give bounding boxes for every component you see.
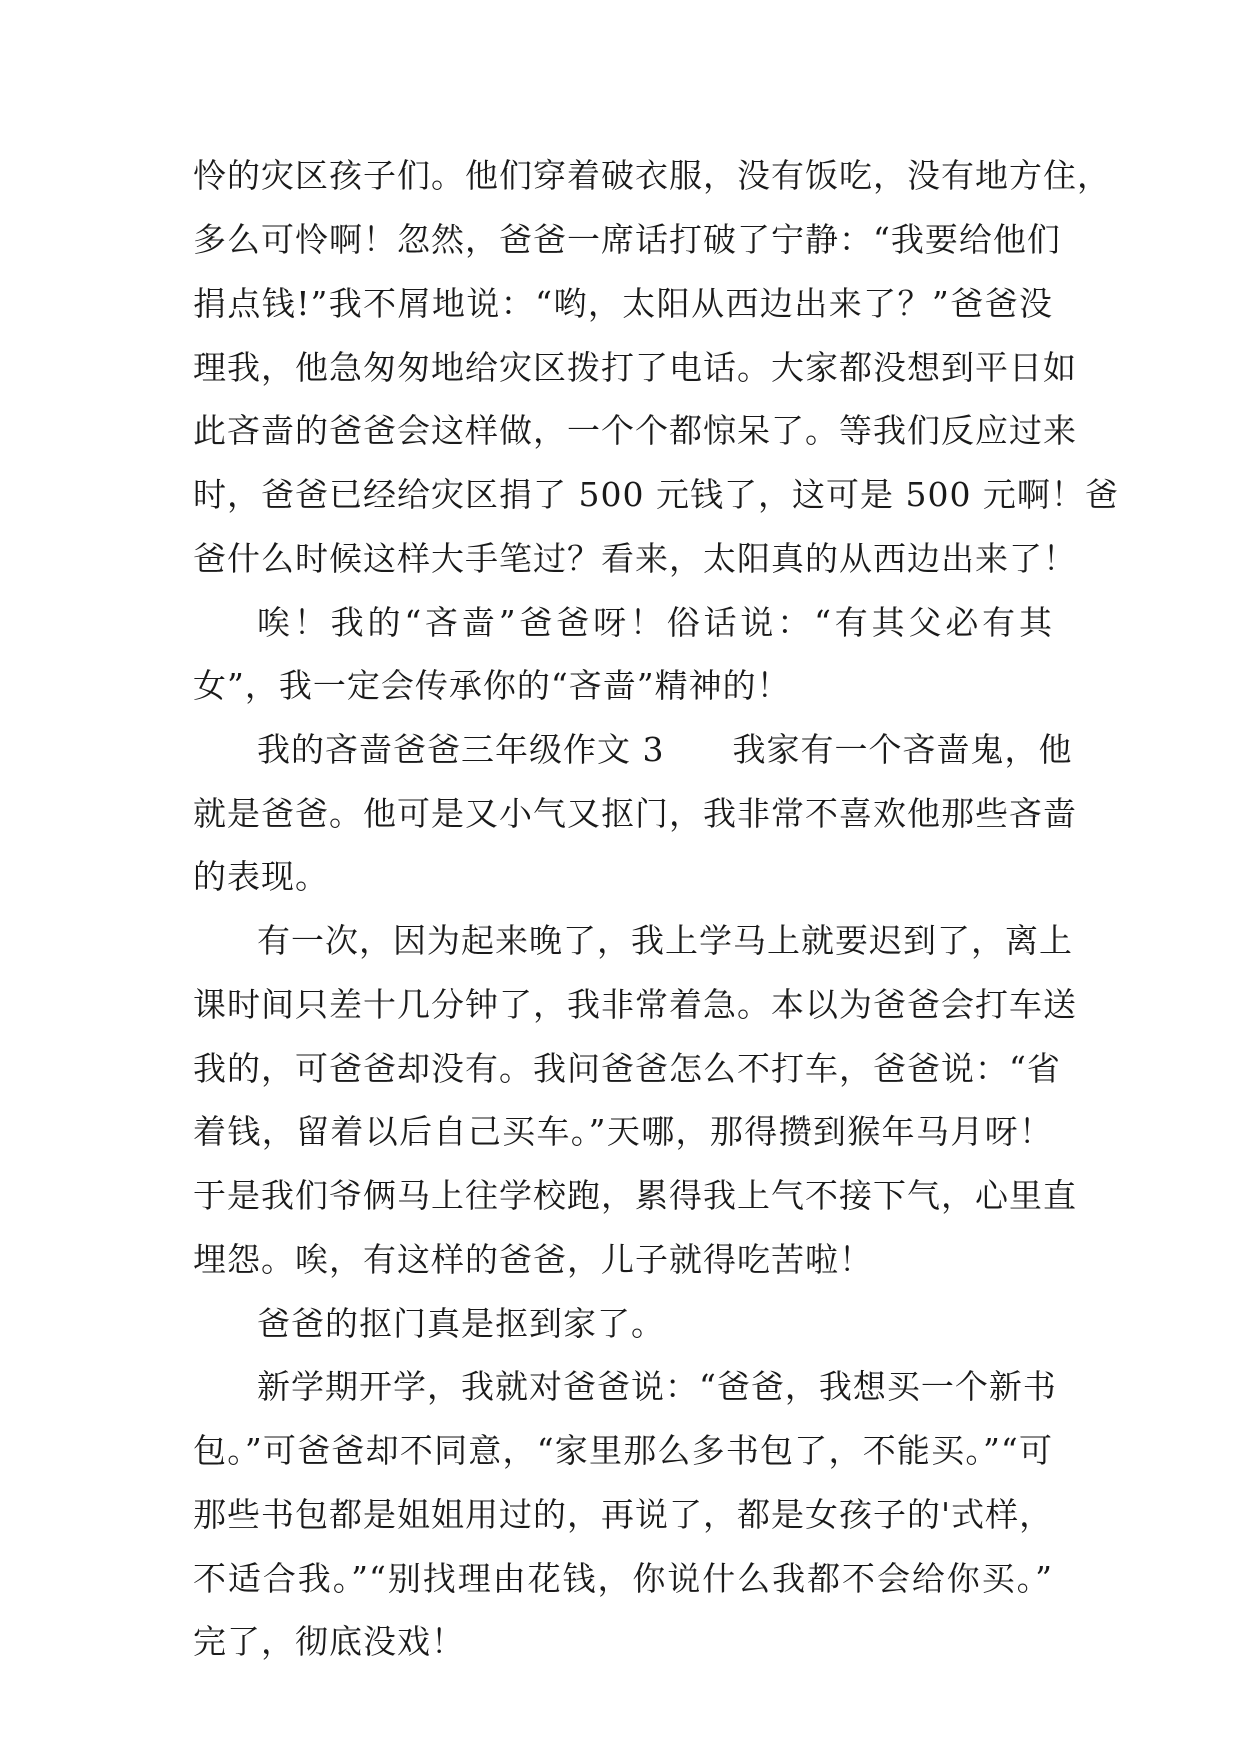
text-line: 完了，彻底没戏！ bbox=[193, 1622, 465, 1661]
text-line: 我的吝啬爸爸三年级作文 3 我家有一个吝啬鬼，他 bbox=[257, 730, 1073, 769]
text-line: 时，爸爸已经给灾区捐了 500 元钱了，这可是 500 元啊！爸 bbox=[193, 475, 1119, 514]
text-line: 的表现。 bbox=[193, 857, 329, 896]
text-line: 埋怨。唉，有这样的爸爸，儿子就得吃苦啦！ bbox=[193, 1240, 873, 1279]
text-line: 怜的灾区孩子们。他们穿着破衣服，没有饭吃，没有地方住， bbox=[193, 156, 1111, 195]
text-line: 课时间只差十几分钟了，我非常着急。本以为爸爸会打车送 bbox=[193, 985, 1077, 1024]
text-line: 新学期开学，我就对爸爸说：“爸爸，我想买一个新书 bbox=[257, 1367, 1057, 1406]
text-line: 此吝啬的爸爸会这样做，一个个都惊呆了。等我们反应过来 bbox=[193, 411, 1077, 450]
text-line: 于是我们爷俩马上往学校跑，累得我上气不接下气，心里直 bbox=[193, 1176, 1077, 1215]
text-line: 包。”可爸爸却不同意，“家里那么多书包了，不能买。”“可 bbox=[193, 1431, 1053, 1470]
text-line: 唉！我的“吝啬”爸爸呀！俗话说：“有其父必有其 bbox=[257, 603, 1053, 642]
text-line: 理我，他急匆匆地给灾区拨打了电话。大家都没想到平日如 bbox=[193, 348, 1077, 387]
text-line: 爸什么时候这样大手笔过？看来，太阳真的从西边出来了！ bbox=[193, 539, 1077, 578]
text-line: 就是爸爸。他可是又小气又抠门，我非常不喜欢他那些吝啬 bbox=[193, 794, 1077, 833]
text-line: 爸爸的抠门真是抠到家了。 bbox=[257, 1304, 665, 1343]
text-line: 那些书包都是姐姐用过的，再说了，都是女孩子的'式样， bbox=[193, 1495, 1054, 1534]
text-line: 多么可怜啊！忽然，爸爸一席话打破了宁静：“我要给他们 bbox=[193, 220, 1061, 259]
text-line: 有一次，因为起来晚了，我上学马上就要迟到了，离上 bbox=[257, 921, 1073, 960]
text-line: 不适合我。”“别找理由花钱，你说什么我都不会给你买。” bbox=[193, 1559, 1053, 1598]
text-line: 捐点钱!”我不屑地说：“哟，太阳从西边出来了？”爸爸没 bbox=[193, 284, 1053, 323]
text-line: 着钱，留着以后自己买车。”天哪，那得攒到猴年马月呀！ bbox=[193, 1112, 1053, 1151]
text-line: 我的，可爸爸却没有。我问爸爸怎么不打车，爸爸说：“省 bbox=[193, 1049, 1061, 1088]
text-line: 女”，我一定会传承你的“吝啬”精神的！ bbox=[193, 666, 791, 705]
